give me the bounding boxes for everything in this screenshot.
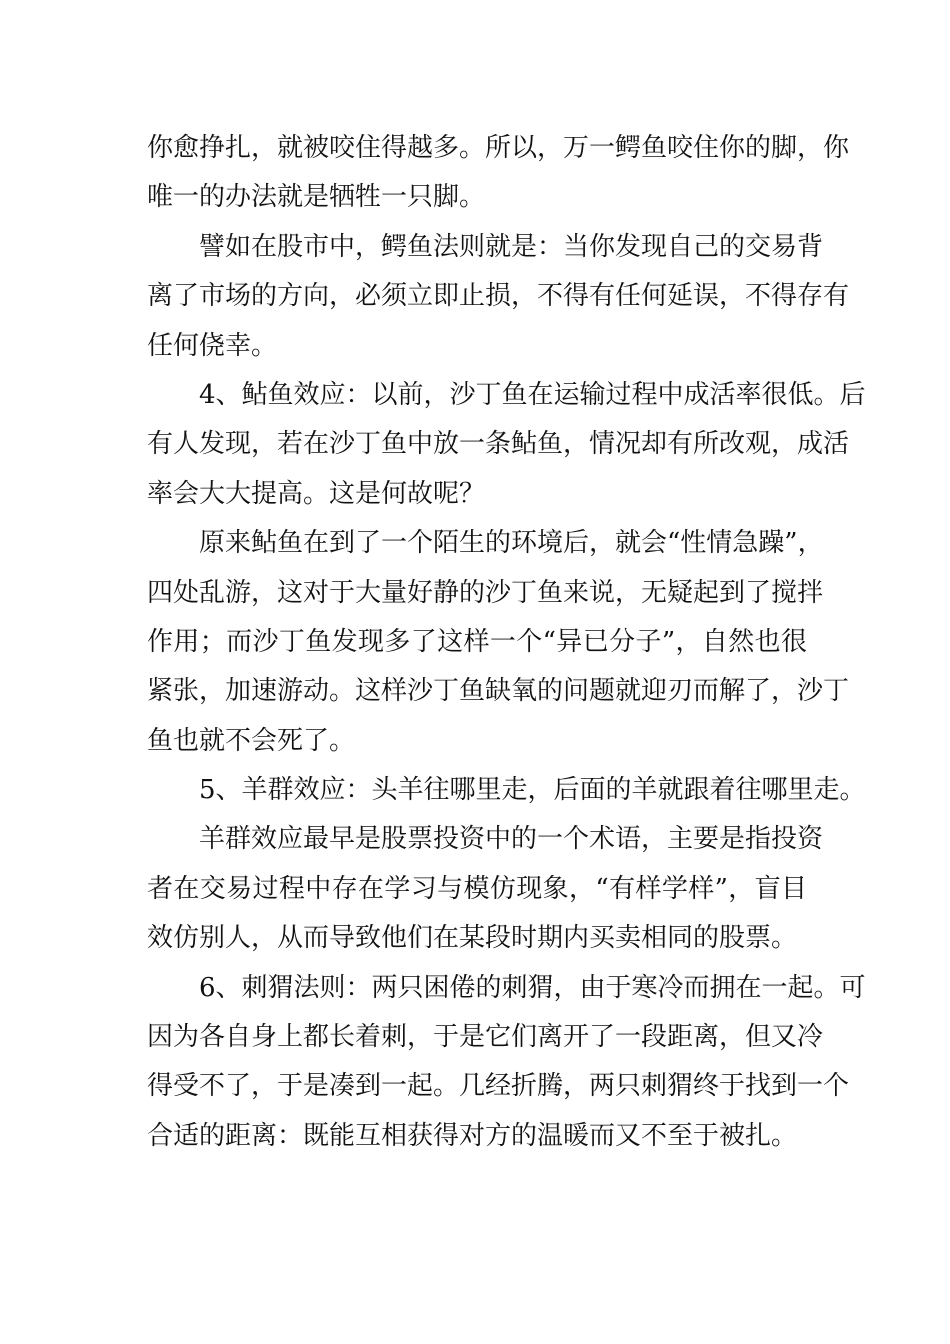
text-line: 效仿别人，从而导致他们在某段时期内买卖相同的股票。 (147, 923, 798, 954)
text-line: 者在交易过程中存在学习与模仿现象，“有样学样”，盲目 (147, 873, 807, 904)
text-line: 因为各自身上都长着刺，于是它们离开了一段距离，但又冷 (147, 1022, 824, 1053)
paragraph-first-line: 羊群效应最早是股票投资中的一个术语，主要是指投资 (199, 824, 824, 855)
text-line: 任何侥幸。 (147, 330, 278, 361)
text-line: 率会大大提高。这是何故呢？ (147, 478, 486, 509)
text-line: 离了市场的方向，必须立即止损，不得有任何延误，不得存有 (147, 281, 850, 312)
text-line: 得受不了，于是凑到一起。几经折腾，两只刺猬终于找到一个 (147, 1071, 850, 1102)
text-line: 四处乱游，这对于大量好静的沙丁鱼来说，无疑起到了搅拌 (147, 577, 824, 608)
paragraph-first-line: 5、羊群效应：头羊往哪里走，后面的羊就跟着往哪里走。 (199, 775, 866, 806)
text-line: 紧张，加速游动。这样沙丁鱼缺氧的问题就迎刃而解了，沙丁 (147, 676, 850, 707)
paragraph-first-line: 6、刺猬法则：两只困倦的刺猬，由于寒冷而拥在一起。可 (199, 972, 866, 1003)
text-line: 唯一的办法就是牺牲一只脚。 (147, 182, 486, 213)
text-line: 合适的距离：既能互相获得对方的温暖而又不至于被扎。 (147, 1120, 798, 1151)
text-line: 鱼也就不会死了。 (147, 725, 356, 756)
text-line: 你愈挣扎，就被咬住得越多。所以，万一鳄鱼咬住你的脚，你 (147, 133, 850, 163)
body-text (147, 124, 866, 1161)
paragraph-first-line: 原来鲇鱼在到了一个陌生的环境后，就会“性情急躁”， (199, 528, 824, 559)
paragraph-first-line: 4、鲇鱼效应：以前，沙丁鱼在运输过程中成活率很低。后 (199, 379, 866, 410)
paragraph-first-line: 譬如在股市中，鳄鱼法则就是：当你发现自己的交易背 (199, 231, 824, 262)
text-line: 作用；而沙丁鱼发现多了这样一个“异已分子”，自然也很 (147, 626, 807, 657)
text-line: 有人发现，若在沙丁鱼中放一条鲇鱼，情况却有所改观，成活 (147, 429, 850, 460)
